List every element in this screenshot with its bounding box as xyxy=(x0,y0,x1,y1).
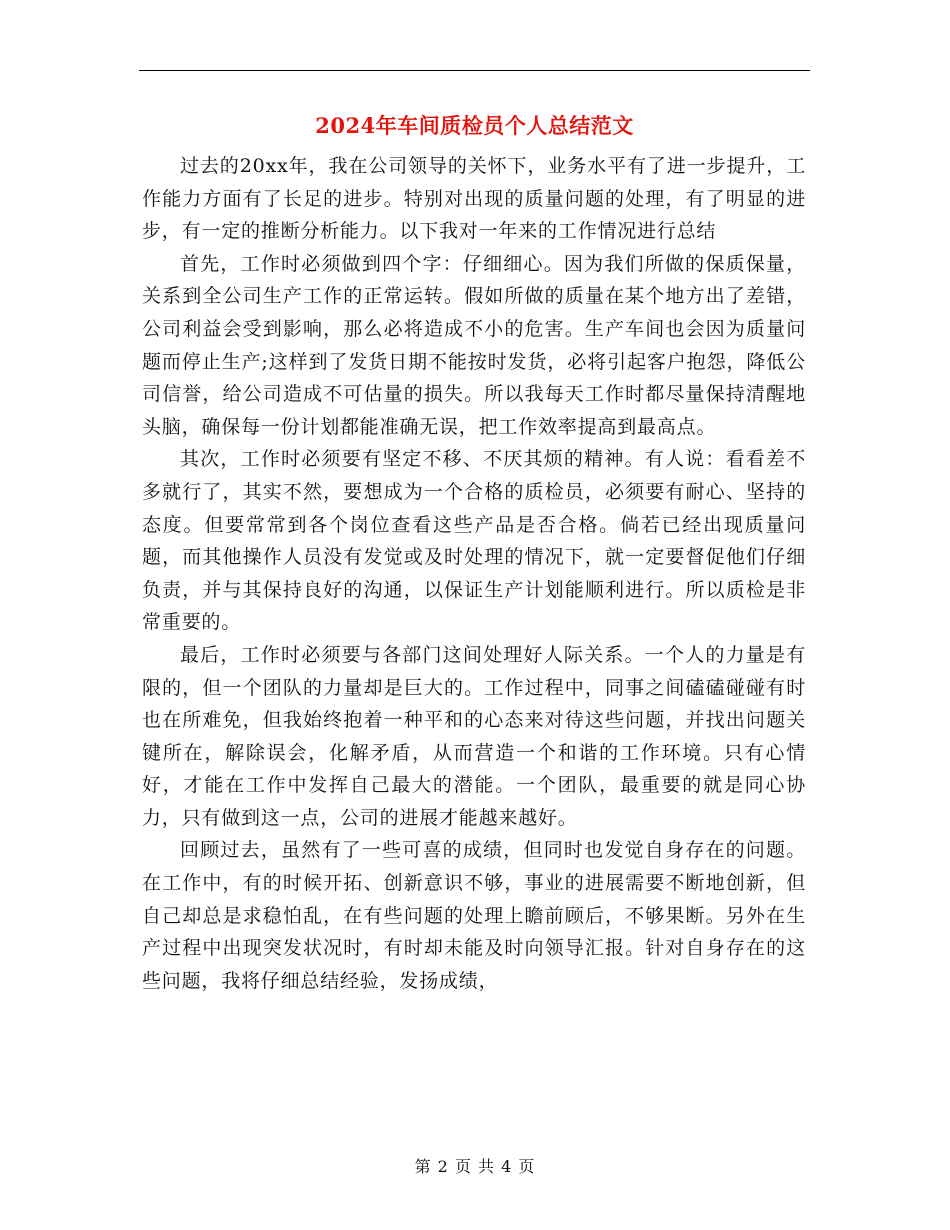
paragraph-first: 首先，工作时必须做到四个字：仔细细心。因为我们所做的保质保量，关系到全公司生产工作的正常运转。假如所做的质量在某个地方出了差错，公司利益会受到影响，那么必将造成不小的危害。生产车间也会因为质量问题而停止生产;这样到了发货日期不能按时发货，必将引起客户抱怨，降低公司信誉，给公司造成不可估量的损失。所以我每天工作时都尽量保持清醒地头脑，确保每一份计划都能准确无误，把工作效率提高到最高点。 xyxy=(142,252,806,438)
paragraph-intro: 过去的20xx年，我在公司领导的关怀下，业务水平有了进一步提升，工作能力方面有了长足的进步。特别对出现的质量问题的处理，有了明显的进步，有一定的推断分析能力。以下我对一年来的工作情况进行总结 xyxy=(142,155,806,243)
document-body xyxy=(142,150,806,997)
header-rule xyxy=(139,70,810,71)
paragraph-review: 回顾过去，虽然有了一些可喜的成绩，但同时也发觉自身存在的问题。在工作中，有的时候开拓、创新意识不够，事业的进展需要不断地创新，但自己却总是求稳怕乱，在有些问题的处理上瞻前顾后，不够果断。另外在生产过程中出现突发状况时，有时却未能及时向领导汇报。针对自身存在的这些问题，我将仔细总结经验，发扬成绩， xyxy=(142,839,806,992)
paragraph-last: 最后，工作时必须要与各部门这间处理好人际关系。一个人的力量是有限的，但一个团队的力量却是巨大的。工作过程中，同事之间磕磕碰碰有时也在所难免，但我始终抱着一种平和的心态来对待这些问题，并找出问题关键所在，解除误会，化解矛盾，从而营造一个和谐的工作环境。只有心情好，才能在工作中发挥自己最大的潜能。一个团队，最重要的就是同心协力，只有做到这一点，公司的进展才能越来越好。 xyxy=(142,643,806,829)
document-title: 2024年车间质检员个人总结范文 xyxy=(315,113,634,138)
page-number: 第 2 页 共 4 页 xyxy=(414,1157,536,1176)
paragraph-second: 其次，工作时必须要有坚定不移、不厌其烦的精神。有人说：看看差不多就行了，其实不然，要想成为一个合格的质检员，必须要有耐心、坚持的态度。但要常常到各个岗位查看这些产品是否合格。倘若已经出现质量问题，而其他操作人员没有发觉或及时处理的情况下，就一定要督促他们仔细负责，并与其保持良好的沟通，以保证生产计划能顺利进行。所以质检是非常重要的。 xyxy=(142,448,806,634)
